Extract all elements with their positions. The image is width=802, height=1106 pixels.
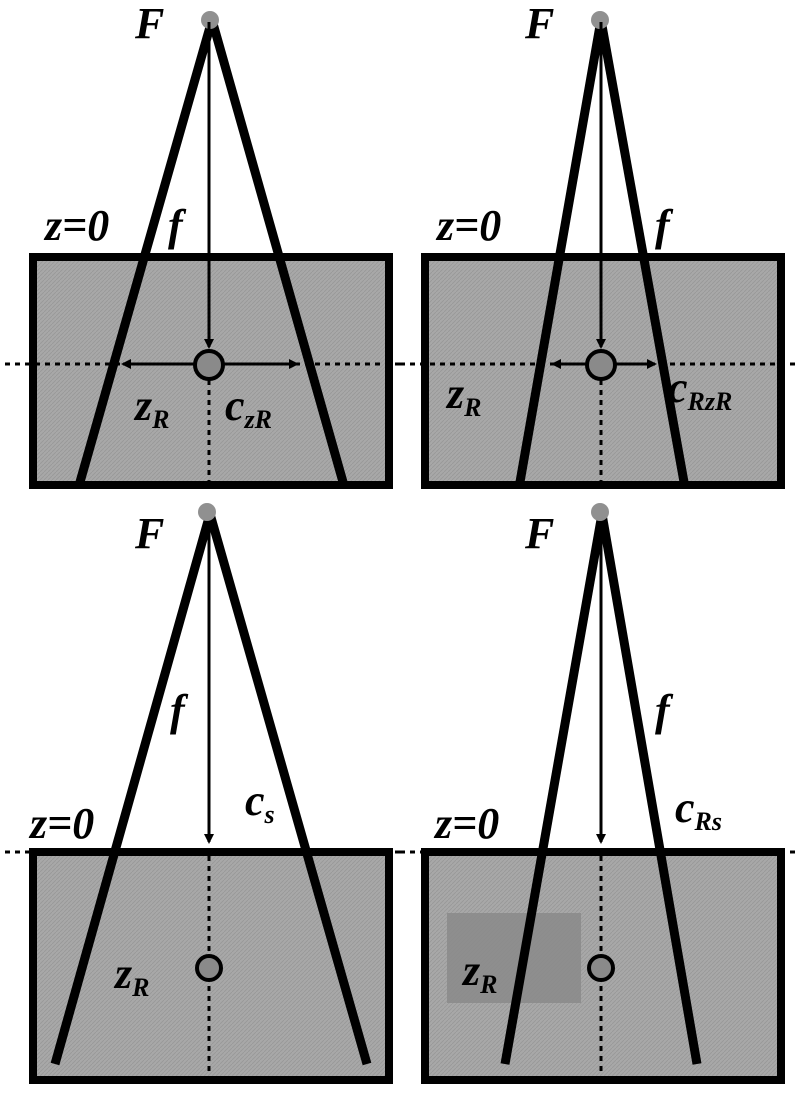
label-c-main: c	[245, 776, 265, 825]
label-c-main: c	[225, 381, 245, 430]
label-c-sub: zR	[244, 405, 272, 434]
source-point	[591, 503, 609, 521]
label-depth: z=0	[437, 201, 502, 250]
label-zR-sub: R	[480, 970, 498, 999]
label-depth: z=0	[30, 799, 95, 848]
label-zR-sub: R	[464, 393, 482, 422]
label-f: f	[170, 686, 185, 735]
label-c-main: c	[668, 363, 688, 412]
label-c-main: c	[675, 783, 695, 832]
label-c-sub: Rs	[694, 807, 722, 836]
label-F: F	[135, 509, 165, 558]
focal-spot	[195, 351, 223, 379]
focal-spot	[587, 351, 615, 379]
label-zR-main: z	[115, 949, 133, 998]
label-zR-sub: R	[132, 973, 150, 1002]
label-F: F	[525, 0, 555, 48]
label-F: F	[525, 509, 555, 558]
label-depth: z=0	[435, 799, 500, 848]
label-zR-main: z	[463, 946, 481, 995]
panel-2	[400, 0, 798, 485]
panel-4	[400, 503, 798, 1080]
label-c	[675, 783, 722, 836]
label-zR-sub: R	[152, 405, 170, 434]
label-F: F	[135, 0, 165, 48]
panel-3	[5, 503, 400, 1080]
label-c-sub: RzR	[687, 387, 733, 416]
label-c	[245, 776, 275, 829]
label-c-sub: s	[264, 800, 275, 829]
focal-spot	[197, 956, 221, 980]
label-f: f	[655, 686, 670, 735]
label-zR-main: z	[447, 369, 465, 418]
label-f: f	[655, 201, 670, 250]
panel-1	[5, 0, 400, 485]
focal-spot	[589, 956, 613, 980]
source-point	[198, 503, 216, 521]
label-f: f	[168, 201, 183, 250]
label-zR-main: z	[135, 381, 153, 430]
label-depth: z=0	[45, 201, 110, 250]
